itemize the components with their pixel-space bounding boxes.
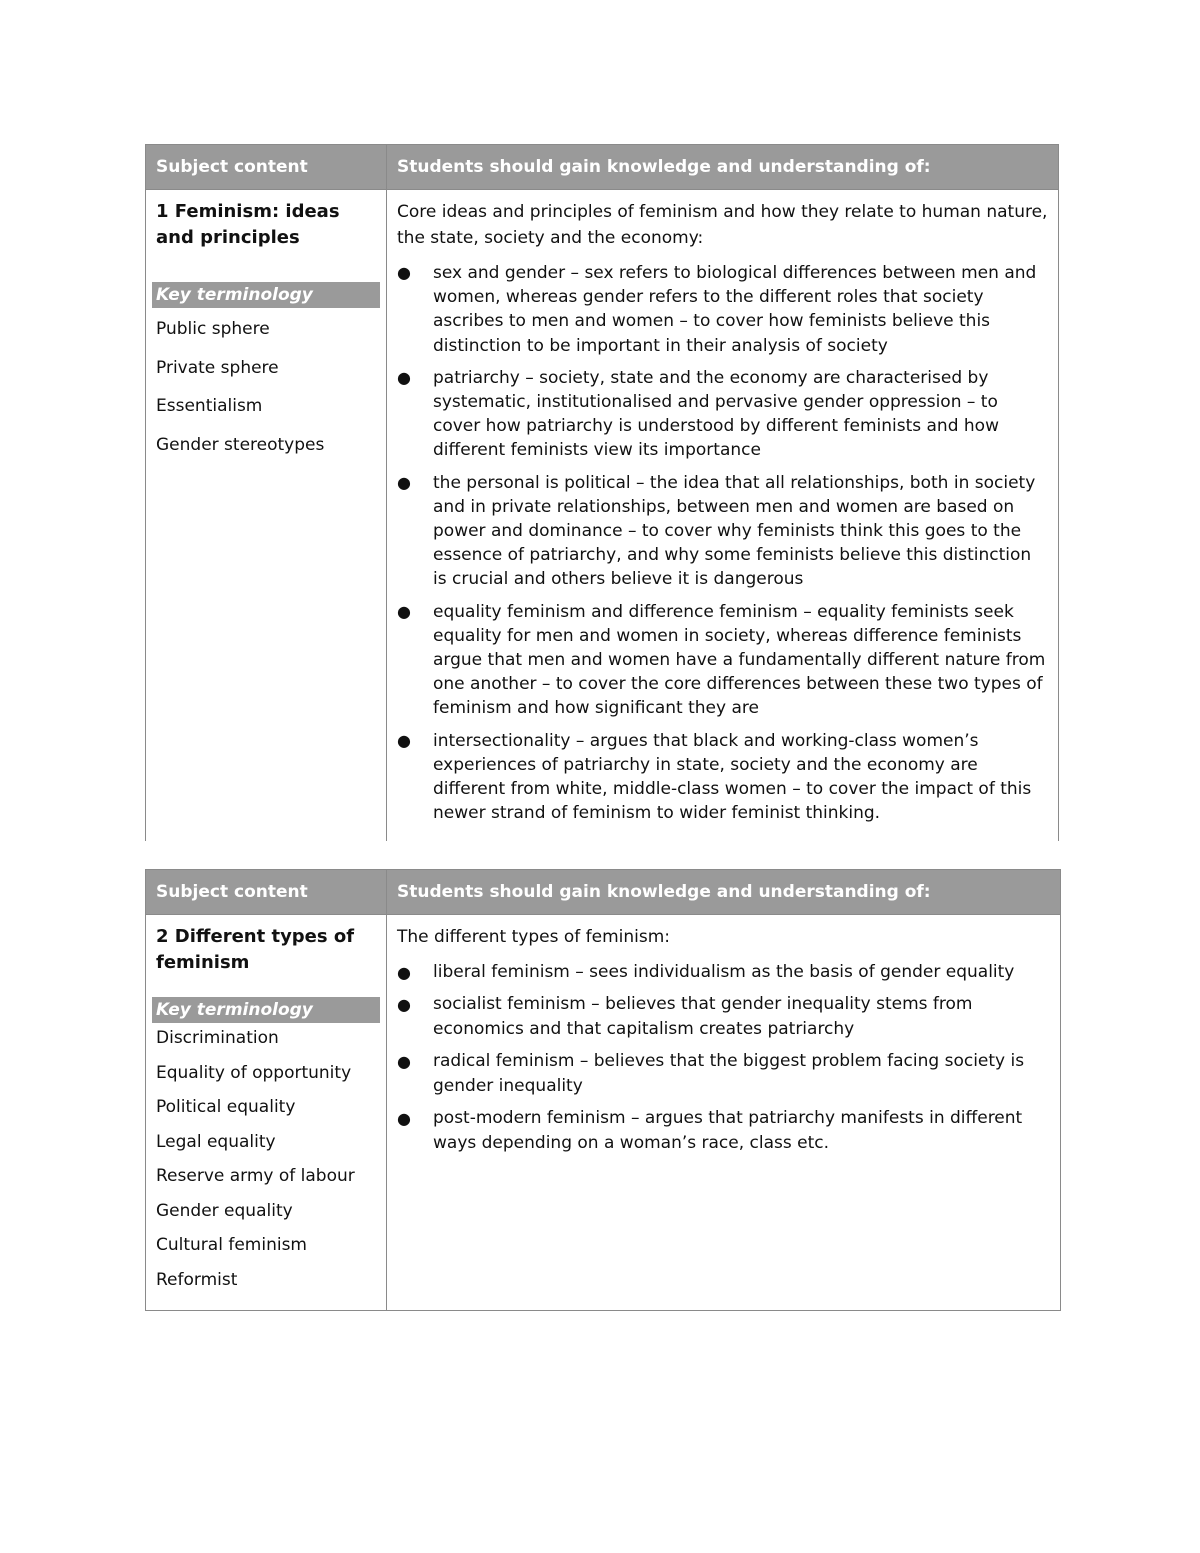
list-item (397, 600, 1050, 721)
table-header-row (146, 870, 1061, 915)
knowledge-cell (387, 190, 1059, 842)
term-item: Reserve army of labour (156, 1166, 355, 1186)
list-item-text: socialist feminism – believes that gender inequality stems from economics and that capitalism creates patriarchy (433, 994, 973, 1039)
term-item: Political equality (156, 1097, 296, 1117)
term-item: Essentialism (156, 396, 263, 416)
bullet-icon: ● (397, 1109, 411, 1128)
bullet-icon: ● (397, 995, 411, 1014)
spec-table-1 (145, 144, 1059, 841)
bullet-icon: ● (397, 601, 411, 621)
spec-table-2 (145, 869, 1061, 1311)
list-item (397, 1106, 1052, 1156)
list-item-text: intersectionality – argues that black and working-class women’s experiences of patriarchy in state, society and the economy are different from white, middle-class women – to cover the impact of this newer strand of feminism to wider feminist thinking. (433, 730, 1032, 824)
list-item (397, 261, 1050, 358)
list-item (397, 992, 1052, 1042)
key-terminology-label: Key terminology (152, 282, 380, 308)
term-item: Discrimination (156, 1028, 279, 1048)
topic-title: 2 Different types of feminism (156, 926, 355, 973)
bullet-icon: ● (397, 263, 411, 282)
list-item-text: equality feminism and difference feminism – equality feminists seek equality for men and women in society, whereas difference feminists argue that men and women have a fundamentally different nature from one another – to cover the core differences between these two types of feminism and how significant they are (433, 601, 1046, 719)
bullet-icon: ● (397, 730, 411, 750)
subject-cell (146, 190, 387, 842)
topic-title: 1 Feminism: ideas and principles (156, 201, 340, 248)
header-subject-content: Subject content (146, 870, 387, 915)
list-item (397, 471, 1050, 592)
bullet-icon: ● (397, 367, 411, 387)
header-subject-content: Subject content (146, 145, 387, 190)
list-item-text: radical feminism – believes that the biggest problem facing society is gender inequality (433, 1051, 1025, 1096)
list-item (397, 960, 1052, 985)
term-item: Public sphere (156, 319, 270, 339)
list-item-text: sex and gender – sex refers to biological differences between men and women, whereas gender refers to the different roles that society ascribes to men and women – to cover how feminists believe this distinction to be important in their analysis of society (433, 263, 1037, 356)
subject-cell (146, 915, 387, 1311)
term-item: Equality of opportunity (156, 1062, 352, 1083)
term-item: Gender stereotypes (156, 434, 325, 455)
header-students-knowledge: Students should gain knowledge and understanding of: (387, 145, 1059, 190)
term-item: Reformist (156, 1269, 238, 1290)
table-row (146, 915, 1061, 1311)
term-item: Legal equality (156, 1131, 276, 1152)
term-list (156, 317, 378, 457)
bullet-icon: ● (397, 1052, 411, 1071)
table-header-row (146, 145, 1059, 190)
key-terminology-label: Key terminology (152, 997, 380, 1023)
header-students-knowledge: Students should gain knowledge and understanding of: (387, 870, 1061, 915)
list-item-text: liberal feminism – sees individualism as the basis of gender equality (433, 962, 1015, 982)
knowledge-cell (387, 915, 1061, 1311)
term-item: Gender equality (156, 1200, 293, 1221)
list-item-text: patriarchy – society, state and the economy are characterised by systematic, institutionalised and pervasive gender oppression – to cover how patriarchy is understood by different feminists and how different feminists view its importance (433, 367, 999, 461)
list-item (397, 1049, 1052, 1099)
intro-text: The different types of feminism: (397, 927, 671, 947)
list-item-text: the personal is political – the idea that all relationships, both in society and in private relationships, between men and women are based on power and dominance – to cover why feminists think this goes to the essence of patriarchy, and why some feminists believe this distinction is crucial and others believe it is dangerous (433, 472, 1036, 590)
bullet-icon: ● (397, 472, 411, 492)
term-item: Private sphere (156, 357, 279, 378)
term-item: Cultural feminism (156, 1235, 307, 1255)
term-list (156, 1026, 378, 1292)
list-item (397, 729, 1050, 826)
bullet-list (397, 960, 1052, 1156)
bullet-icon: ● (397, 963, 411, 982)
table-row (146, 190, 1059, 842)
list-item (397, 366, 1050, 463)
list-item-text: post-modern feminism – argues that patriarchy manifests in different ways depending on a woman’s race, class etc. (433, 1108, 1023, 1153)
bullet-list (397, 261, 1050, 825)
intro-text: Core ideas and principles of feminism and how they relate to human nature, the state, society and the economy: (397, 202, 1048, 248)
